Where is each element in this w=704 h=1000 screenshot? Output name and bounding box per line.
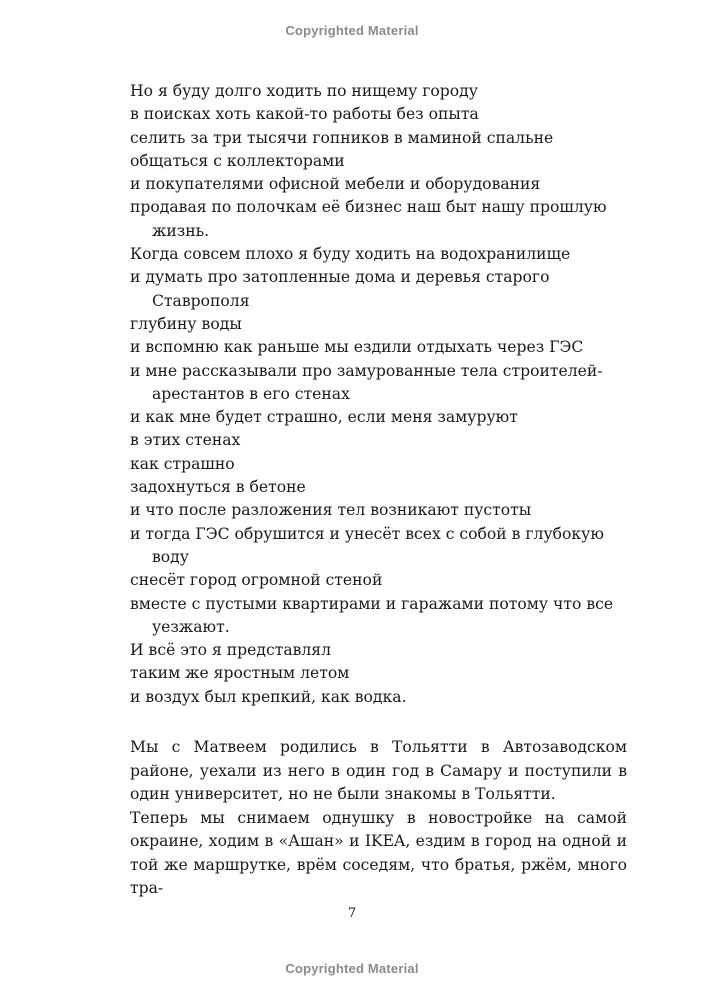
poem-line: и мне рассказывали про замурованные тела строителей-арестантов в его стенах [130,361,603,403]
poem-line: и вспомню как раньше мы ездили отдыхать через ГЭС [130,338,584,357]
poem-line: таким же яростным летом [130,664,350,683]
copyright-watermark-top: Copyrighted Material [285,23,419,38]
poem-line: продавая по полочкам её бизнес наш быт нашу прошлую жизнь. [130,198,607,240]
poem-line: И всё это я представлял [130,641,332,660]
poem-line: и тогда ГЭС обрушится и унесёт всех с собой в глубокую воду [130,524,604,566]
prose-paragraph: Мы с Матвеем родились в Тольятти в Автозаводском районе, уехали из него в один год в Самару и поступили в один университет, но не были знакомы в Тольятти. [130,738,627,803]
poem-line: как страшно [130,454,235,473]
poem-line: вместе с пустыми квартирами и гаражами потому что все уезжают. [130,594,614,636]
poem-line: общаться с коллекторами [130,151,345,170]
poem-line: Но я буду долго ходить по нищему городу [130,82,478,100]
poem-line: и что после разложения тел возникают пустоты [130,501,532,520]
poem-line: снесёт город огромной стеной [130,571,383,590]
poem-line: и как мне будет страшно, если меня замуруют [130,408,518,427]
poem-line: глубину воды [130,314,242,333]
poem-line: в поисках хоть какой-то работы без опыта [130,105,479,124]
page-number: 7 [347,906,357,921]
poem-line: и воздух был крепкий, как водка. [130,687,407,706]
prose-block [130,736,627,901]
copyright-watermark-bottom: Copyrighted Material [285,961,419,976]
poem-line: селить за три тысячи гопников в маминой спальне [130,128,554,147]
poem-line: и покупателями офисной мебели и оборудования [130,175,541,194]
poem-block [130,80,630,709]
poem-line: Когда совсем плохо я буду ходить на водохранилище [130,245,571,264]
poem-line: и думать про затопленные дома и деревья старого Ставрополя [130,268,550,310]
poem-line: задохнуться в бетоне [130,478,306,497]
prose-paragraph: Теперь мы снимаем однушку в новостройке на самой окраине, ходим в «Ашан» и IKEA, ездим в город на одной и той же маршрутке, врём соседям, что братья, ржём, много тра- [130,808,627,897]
poem-line: в этих стенах [130,431,241,450]
